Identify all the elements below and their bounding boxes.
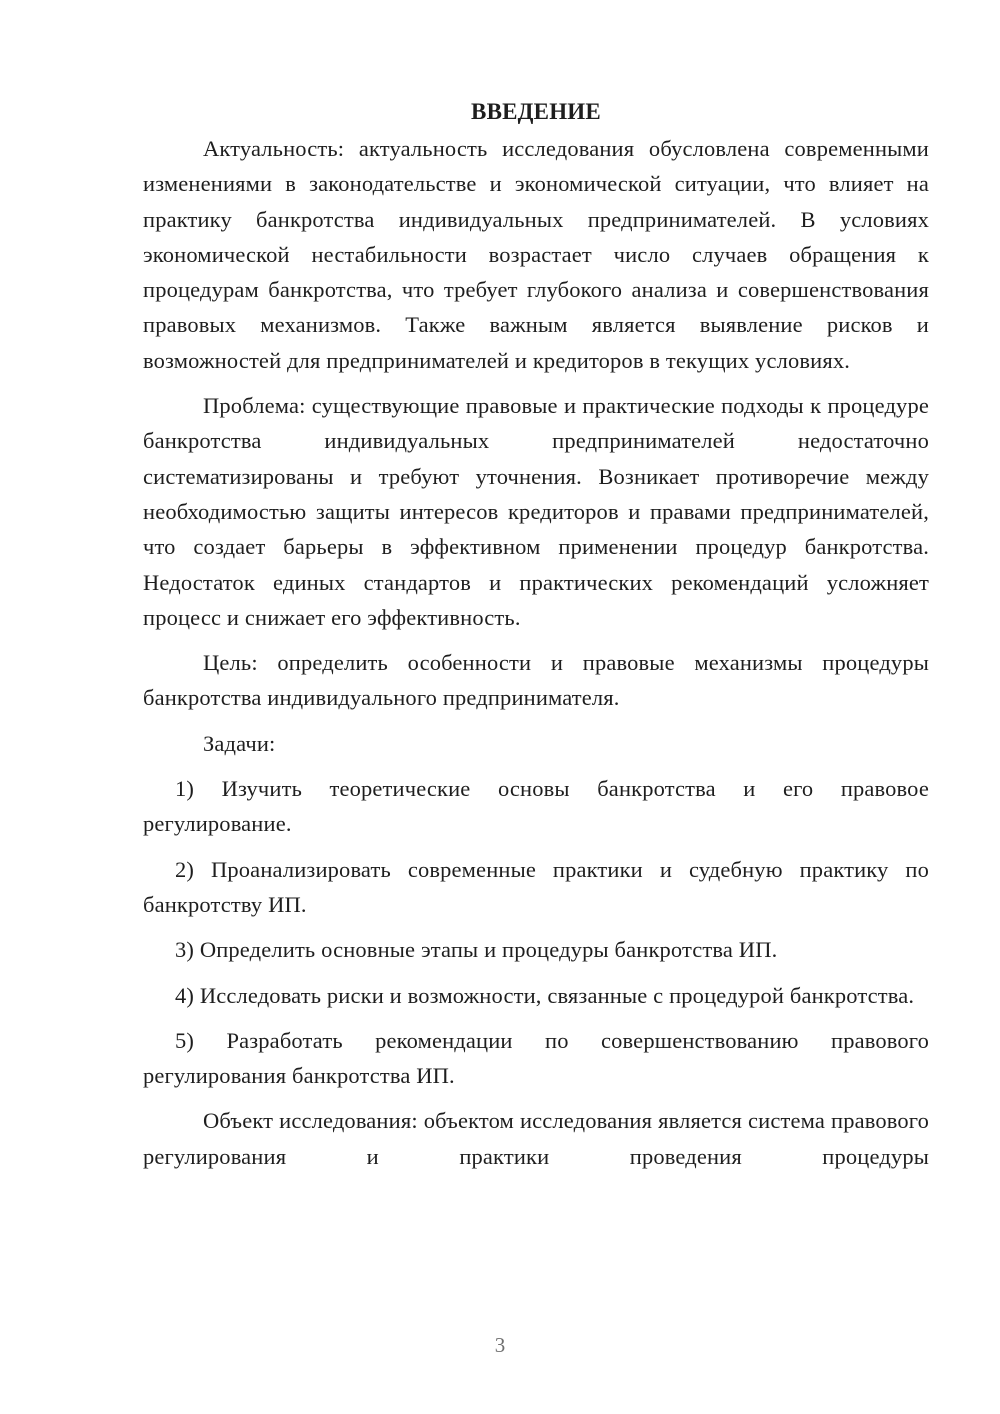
task-item-3: 3) Определить основные этапы и процедуры банкротства ИП.	[175, 937, 778, 963]
goal-paragraph: Цель: определить особенности и правовые механизмы процедуры банкротства индивидуального предпринимателя.	[143, 650, 929, 711]
task-item-1: 1) Изучить теоретические основы банкротства и его правовое регулирование.	[143, 776, 929, 837]
page-number: 3	[494, 1333, 506, 1357]
task-item-5: 5) Разработать рекомендации по совершенствованию правового регулирования банкротства ИП.	[143, 1027, 929, 1089]
section-title: ВВЕДЕНИЕ	[471, 99, 601, 124]
task-item-2: 2) Проанализировать современные практики и судебную практику по банкротству ИП.	[143, 856, 929, 917]
task-item-4: 4) Исследовать риски и возможности, связанные с процедурой банкротства.	[175, 982, 915, 1008]
object-paragraph: Объект исследования: объектом исследования является система правового регулирования и практики проведения процедуры	[143, 1108, 929, 1169]
relevance-paragraph: Актуальность: актуальность исследования обусловлена современными изменениями в законодательстве и экономической ситуации, что влияет на практику банкротства индивидуальных предпринимателей. В условиях экономической нестабильности возрастает число случаев обращения к процедурам банкротства, что требует глубокого анализа и совершенствования правовых механизмов. Также важным является выявление рисков и возможностей для предпринимателей и кредиторов в текущих условиях.	[143, 136, 929, 373]
problem-paragraph: Проблема: существующие правовые и практические подходы к процедуре банкротства индивидуальных предпринимателей недостаточно систематизированы и требуют уточнения. Возникает противоречие между необходимостью защиты интересов кредиторов и правами предпринимателей, что создает барьеры в эффективном применении процедур банкротства. Недостаток единых стандартов и практических рекомендаций усложняет процесс и снижает его эффективность.	[143, 393, 929, 630]
tasks-heading: Задачи:	[203, 730, 276, 756]
document-page	[143, 94, 929, 1174]
